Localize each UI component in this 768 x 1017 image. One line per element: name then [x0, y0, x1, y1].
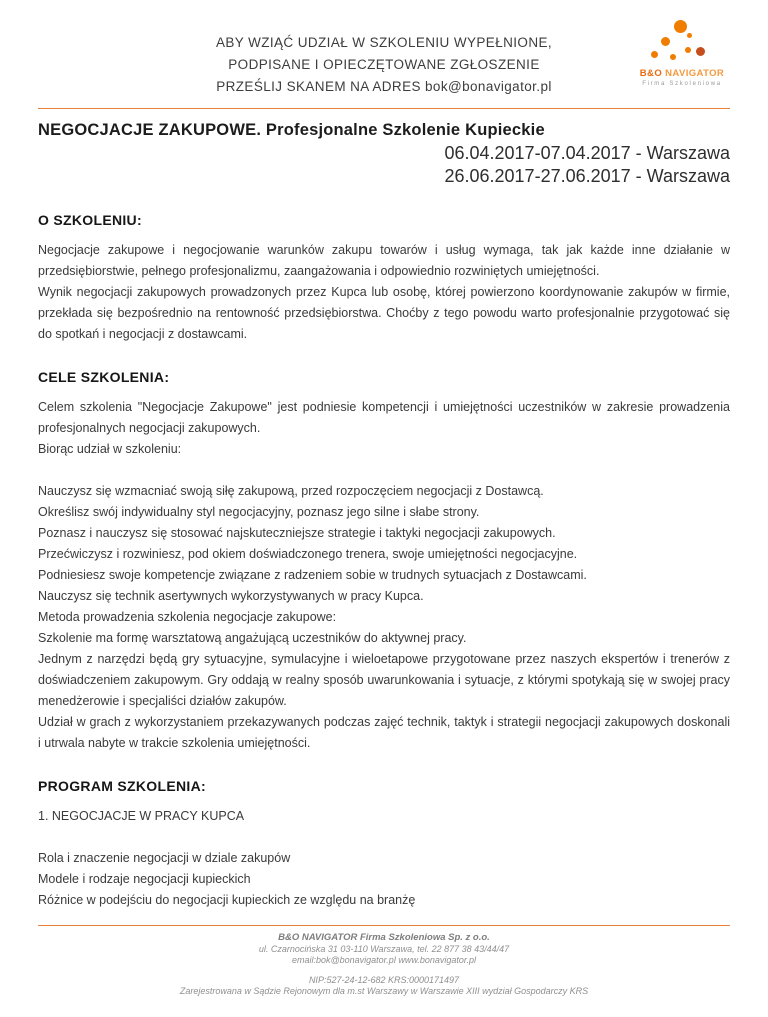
- section-paragraphs: [38, 240, 730, 345]
- paragraph-line: Różnice w podejściu do negocjacji kupieckich ze względu na branżę: [38, 893, 416, 907]
- logo-dot-icon: [687, 33, 692, 38]
- bo-navigator-logo: [628, 20, 736, 87]
- logo-dots-icon: [628, 20, 736, 66]
- logo-dot-icon: [651, 51, 658, 58]
- logo-dot-icon: [661, 37, 670, 46]
- footer-nip-krs: NIP:527-24-12-682 KRS:0000171497: [308, 975, 460, 985]
- paragraph-line: Biorąc udział w szkoleniu:: [38, 442, 182, 456]
- paragraph-line: Szkolenie ma formę warsztatową angażującą uczestników do aktywnej pracy.: [38, 631, 467, 645]
- paragraph-line: Udział w grach z wykorzystaniem przekazywanych podczas zajęć technik, taktyk i strategii negocjacji zakupowych doskonali i utrwala nabyte w trakcie szkolenia umiejętności.: [38, 715, 730, 750]
- section-paragraphs: [38, 806, 730, 911]
- section-program-szkolenia: [38, 778, 730, 911]
- logo-brand-text: [628, 68, 736, 79]
- paragraph-gap: [38, 460, 730, 481]
- paragraph-line: Modele i rodzaje negocjacji kupieckich: [38, 872, 251, 886]
- logo-dot-icon: [685, 47, 691, 53]
- logo-dot-icon: [696, 47, 705, 56]
- logo-dot-icon: [674, 20, 687, 33]
- training-dates: [38, 142, 730, 188]
- footer-contact: email:bok@bonavigator.pl www.bonavigator.pl: [291, 955, 477, 965]
- paragraph-line: Metoda prowadzenia szkolenia negocjacje zakupowe:: [38, 610, 337, 624]
- logo-brand-navigator: NAVIGATOR: [665, 68, 725, 79]
- training-date-line: 26.06.2017-27.06.2017 - Warszawa: [444, 166, 730, 186]
- paragraph-line: Określisz swój indywidualny styl negocjacyjny, poznasz jego silne i słabe strony.: [38, 505, 480, 519]
- paragraph-line: Rola i znaczenie negocjacji w dziale zakupów: [38, 851, 291, 865]
- logo-brand-bo: B&O: [639, 68, 663, 79]
- document-header: [38, 24, 730, 98]
- paragraph-line: Negocjacje zakupowe i negocjowanie warunków zakupu towarów i usług wymaga, tak jak każde inne działanie w przedsiębiorstwie, pełnego profesjonalizmu, zaangażowania i odpowiednio rozwiniętych umiejętności.: [38, 243, 730, 278]
- header-instructions: [38, 24, 730, 98]
- logo-dot-icon: [670, 54, 676, 60]
- paragraph-line: Wynik negocjacji zakupowych prowadzonych przez Kupca lub osobę, której powierzono koordynowanie zakupów w firmie, przekłada się bezpośrednio na rentowność przedsiębiorstwa. Choćby z tego powodu warto profesjonalnie przygotować się do spotkań i negocjacji z dostawcami.: [38, 285, 730, 341]
- logo-subtitle: Firma Szkoleniowa: [642, 81, 722, 87]
- page-title: NEGOCJACJE ZAKUPOWE. Profesjonalne Szkolenie Kupieckie: [38, 121, 545, 139]
- header-instruction-line: PRZEŚLIJ SKANEM NA ADRES bok@bonavigator.pl: [216, 79, 552, 94]
- section-o-szkoleniu: [38, 212, 730, 345]
- document-footer: [38, 925, 730, 997]
- document-body: [38, 212, 730, 911]
- paragraph-line: 1. NEGOCJACJE W PRACY KUPCA: [38, 809, 245, 823]
- paragraph-gap: [38, 827, 730, 848]
- header-instruction-line: PODPISANE I OPIECZĘTOWANE ZGŁOSZENIE: [228, 57, 540, 72]
- paragraph-line: Podniesiesz swoje kompetencje związane z radzeniem sobie w trudnych sytuacjach z Dostawcami.: [38, 568, 587, 582]
- paragraph-line: Nauczysz się technik asertywnych wykorzystywanych w pracy Kupca.: [38, 589, 424, 603]
- section-heading: CELE SZKOLENIA:: [38, 369, 170, 385]
- title-block: [38, 121, 730, 188]
- header-instruction-line: ABY WZIĄĆ UDZIAŁ W SZKOLENIU WYPEŁNIONE,: [215, 35, 553, 50]
- footer-address: ul. Czarnocińska 31 03-110 Warszawa, tel. 22 877 38 43/44/47: [258, 944, 510, 954]
- footer-registration: Zarejestrowana w Sądzie Rejonowym dla m.st Warszawy w Warszawie XIII wydział Gospodarczy KRS: [179, 986, 589, 996]
- footer-company-name: B&O NAVIGATOR Firma Szkoleniowa Sp. z o.o.: [278, 932, 490, 943]
- section-heading: PROGRAM SZKOLENIA:: [38, 778, 206, 794]
- paragraph-line: Poznasz i nauczysz się stosować najskuteczniejsze strategie i taktyki negocjacji zakupowych.: [38, 526, 556, 540]
- section-heading: O SZKOLENIU:: [38, 212, 142, 228]
- paragraph-line: Jednym z narzędzi będą gry sytuacyjne, symulacyjne i wieloetapowe przygotowane przez naszych ekspertów i trenerów z doświadczeniem zakupowym. Gry oddają w realny sposób uwarunkowania i sytuacje, z którymi spotykają się w swojej pracy menedżerowie i specjaliści działów zakupów.: [38, 652, 730, 708]
- training-date-line: 06.04.2017-07.04.2017 - Warszawa: [444, 143, 730, 163]
- paragraph-line: Przećwiczysz i rozwiniesz, pod okiem doświadczonego trenera, swoje umiejętności negocjacyjne.: [38, 547, 578, 561]
- footer-divider: [38, 925, 730, 926]
- header-divider: [38, 108, 730, 109]
- section-cele-szkolenia: [38, 369, 730, 754]
- paragraph-line: Nauczysz się wzmacniać swoją siłę zakupową, przed rozpoczęciem negocjacji z Dostawcą.: [38, 484, 544, 498]
- section-paragraphs: [38, 397, 730, 754]
- paragraph-line: Celem szkolenia "Negocjacje Zakupowe" jest podniesie kompetencji i umiejętności uczestników w zakresie prowadzenia profesjonalnych negocjacji zakupowych.: [38, 400, 730, 435]
